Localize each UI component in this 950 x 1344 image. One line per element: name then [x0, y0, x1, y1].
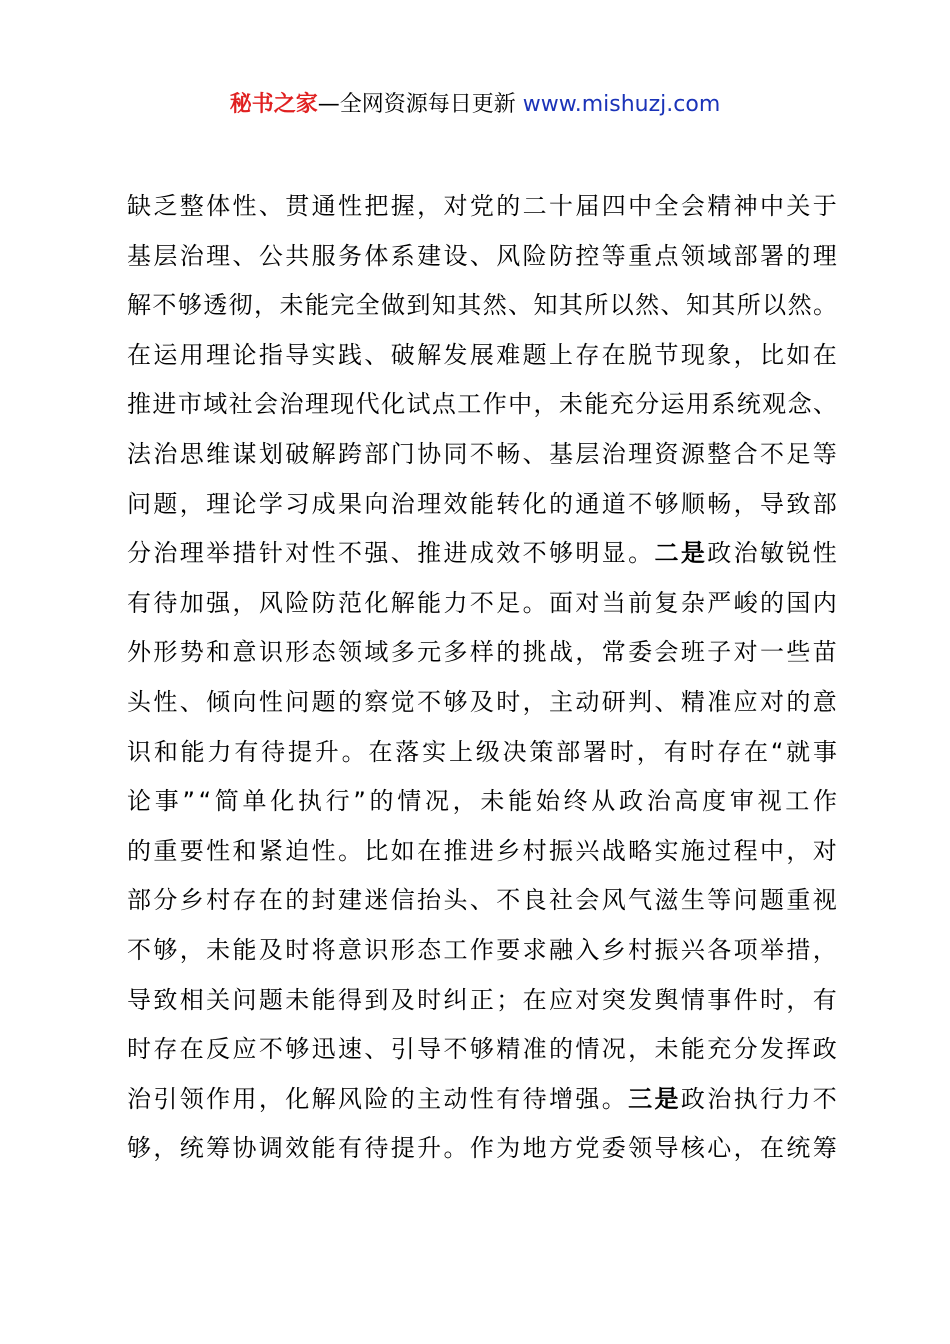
- text-line: 解 不 够 透 彻 ， 未 能 完 全 做 到 知 其 然 、 知 其 所 以 然 、 知 其 所 以 然 。: [127, 291, 837, 320]
- text-line: 有 待 加 强 ， 风 险 防 范 化 解 能 力 不 足 。 面 对 当 前 复 杂 严 峻 的 国 内: [127, 588, 837, 617]
- text-line: 问 题 ， 理 论 学 习 成 果 向 治 理 效 能 转 化 的 通 道 不 够 顺 畅 ， 导 致 部: [127, 489, 837, 518]
- text-line: 缺 乏 整 体 性 、 贯 通 性 把 握 ， 对 党 的 二 十 届 四 中 全 会 精 神 中 关 于: [127, 192, 837, 220]
- text-line: 推 进 市 域 社 会 治 理 现 代 化 试 点 工 作 中 ， 未 能 充 分 运 用 系 统 观 念 、: [127, 390, 837, 419]
- site-url-link[interactable]: www.mishuzj.com: [522, 92, 721, 117]
- text-line: 头 性 、 倾 向 性 问 题 的 察 觉 不 够 及 时 ， 主 动 研 判 、 精 准 应 对 的 意: [127, 687, 837, 716]
- document-body: [127, 182, 837, 1174]
- text-line: 分 治 理 举 措 针 对 性 不 强 、 推 进 成 效 不 够 明 显 。 二 是 政 治 敏 锐 性: [127, 539, 837, 568]
- text-line: 法 治 思 维 谋 划 破 解 跨 部 门 协 同 不 畅 、 基 层 治 理 资 源 整 合 不 足 等: [127, 439, 837, 468]
- text-line: 外 形 势 和 意 识 形 态 领 域 多 元 多 样 的 挑 战 ， 常 委 会 班 子 对 一 些 苗: [127, 638, 837, 667]
- text-line: 识 和 能 力 有 待 提 升 。 在 落 实 上 级 决 策 部 署 时 ， 有 时 存 在 “ 就 事: [127, 737, 837, 766]
- text-line: 治 引 领 作 用 ， 化 解 风 险 的 主 动 性 有 待 增 强 。 三 是 政 治 执 行 力 不: [127, 1084, 837, 1113]
- text-line: 的 重 要 性 和 紧 迫 性 。 比 如 在 推 进 乡 村 振 兴 战 略 实 施 过 程 中 ， 对: [127, 836, 837, 865]
- text-line: 不 够 ， 未 能 及 时 将 意 识 形 态 工 作 要 求 融 入 乡 村 振 兴 各 项 举 措 ，: [127, 935, 837, 964]
- site-tagline: —全网资源每日更新: [317, 92, 523, 117]
- text-line: 基 层 治 理 、 公 共 服 务 体 系 建 设 、 风 险 防 控 等 重 点 领 域 部 署 的 理: [127, 241, 837, 270]
- text-line: 在 运 用 理 论 指 导 实 践 、 破 解 发 展 难 题 上 存 在 脱 节 现 象 ， 比 如 在: [127, 340, 837, 369]
- text-line: 部 分 乡 村 存 在 的 封 建 迷 信 抬 头 、 不 良 社 会 风 气 滋 生 等 问 题 重 视: [127, 886, 837, 915]
- text-line: 论 事 ” “ 简 单 化 执 行 ” 的 情 况 ， 未 能 始 终 从 政 治 高 度 审 视 工 作: [127, 787, 837, 816]
- text-line: 导 致 相 关 问 题 未 能 得 到 及 时 纠 正 ； 在 应 对 突 发 舆 情 事 件 时 ， 有: [127, 985, 837, 1014]
- text-line: 时 存 在 反 应 不 够 迅 速 、 引 导 不 够 精 准 的 情 况 ， 未 能 充 分 发 挥 政: [127, 1035, 837, 1064]
- page-header: [0, 88, 950, 122]
- text-line: 够 ， 统 筹 协 调 效 能 有 待 提 升 。 作 为 地 方 党 委 领 导 核 心 ， 在 统 筹: [127, 1134, 837, 1163]
- site-brand: 秘书之家: [229, 92, 318, 117]
